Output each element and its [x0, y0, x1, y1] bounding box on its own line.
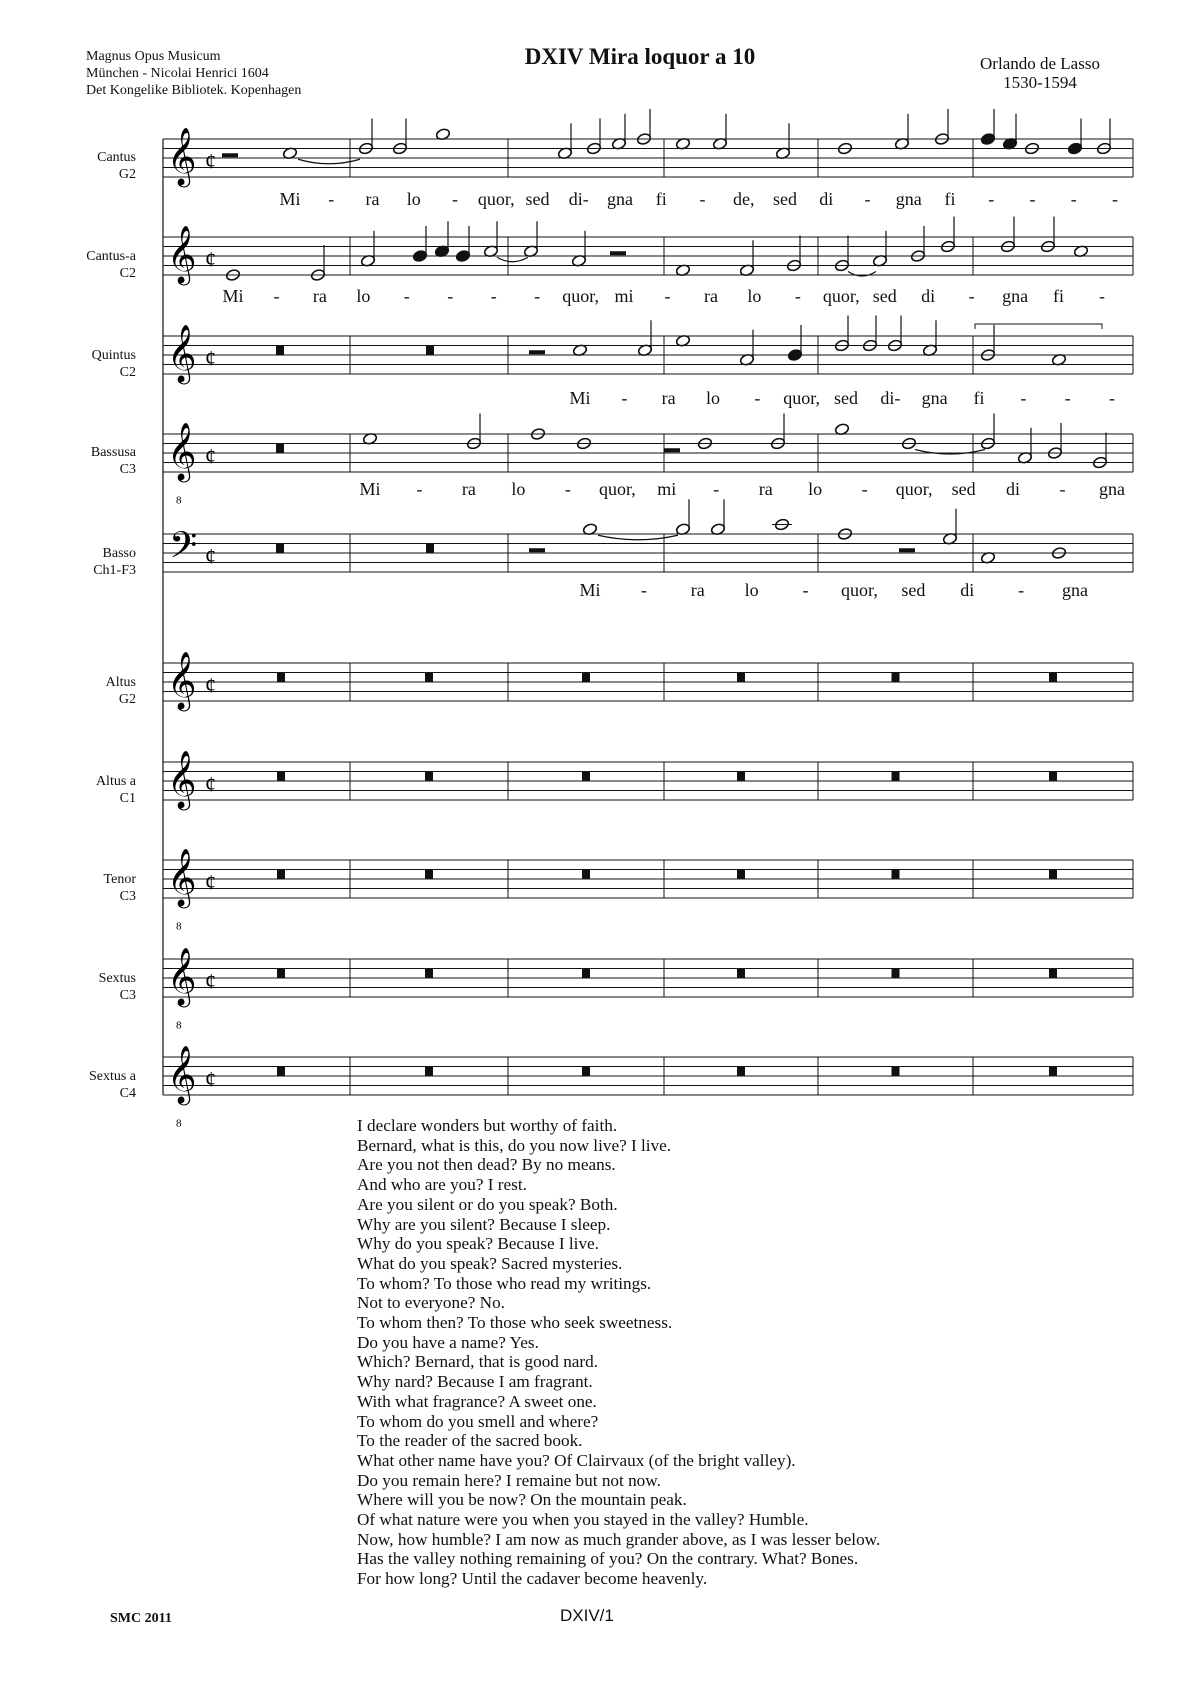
translation-line: Are you silent or do you speak? Both.: [357, 1194, 618, 1214]
lyric-syllable: di: [921, 286, 936, 306]
cut-time-icon: ¢: [205, 246, 216, 272]
translation-line: Do you have a name? Yes.: [357, 1332, 539, 1352]
lyric-syllable: lo: [406, 189, 421, 209]
cut-time-icon: ¢: [205, 771, 216, 797]
lyric-syllable: -: [1059, 479, 1066, 499]
whole-rest: [582, 969, 590, 979]
lyric-syllable: -: [621, 388, 628, 408]
note-head: [980, 132, 995, 145]
lyric-syllable: di: [819, 189, 834, 209]
lyric-syllable: mi: [614, 286, 634, 306]
lyric-syllable: ra: [690, 580, 705, 600]
translation-line: To whom do you smell and where?: [357, 1411, 599, 1431]
lyric-syllable: -: [713, 479, 720, 499]
note-head: [787, 348, 802, 361]
lyric-syllable: gna: [895, 189, 922, 209]
translation-line: Why do you speak? Because I live.: [357, 1234, 599, 1254]
composer-dates: 1530-1594: [1003, 73, 1077, 92]
treble-clef: 𝄞: [167, 1045, 197, 1104]
whole-rest: [582, 870, 590, 880]
piece-title: DXIV Mira loquor a 10: [524, 44, 756, 69]
lyric-syllable: quor,: [477, 189, 515, 209]
translation-text: [357, 1116, 880, 1589]
whole-rest: [892, 870, 900, 880]
lyric-syllable: gna: [921, 388, 948, 408]
translation-line: Are you not then dead? By no means.: [357, 1155, 616, 1175]
lyric-syllable: sed: [872, 286, 897, 306]
translation-line: Not to everyone? No.: [357, 1293, 505, 1313]
lyric-syllable: quor,: [783, 388, 821, 408]
page-number: DXIV/1: [560, 1606, 614, 1625]
cut-time-icon: ¢: [205, 345, 216, 371]
translation-line: What do you speak? Sacred mysteries.: [357, 1253, 623, 1273]
lyric-syllable: -: [1112, 189, 1118, 209]
whole-rest: [276, 444, 284, 454]
lyric-syllable: ra: [703, 286, 718, 306]
lyric-syllable: gna: [607, 189, 633, 209]
lyric-syllable: fi: [944, 189, 956, 209]
lyric-syllable: gna: [1099, 479, 1125, 499]
cut-time-icon: ¢: [205, 672, 216, 698]
footer-credit: SMC 2011: [110, 1611, 172, 1626]
translation-line: To whom then? To those who seek sweetness.: [357, 1313, 673, 1333]
voice-label-cantus: Cantus G2: [97, 150, 136, 182]
voice-label-basso: Basso Ch1-F3: [93, 546, 136, 578]
translation-line: Why nard? Because I am fragrant.: [357, 1372, 593, 1392]
translation-line: To the reader of the sacred book.: [357, 1431, 583, 1451]
cut-time-icon: ¢: [205, 869, 216, 895]
lyric-syllable: fi: [655, 189, 667, 209]
half-rest: [529, 548, 545, 552]
whole-rest: [425, 1067, 433, 1077]
cut-time-icon: ¢: [205, 443, 216, 469]
whole-rest: [425, 969, 433, 979]
tie: [598, 535, 678, 540]
lyric-syllable: gna: [1062, 580, 1088, 600]
treble-clef: 𝄞: [167, 422, 197, 481]
lyric-syllable: ra: [461, 479, 476, 499]
bass-clef: 𝄢: [169, 524, 198, 576]
lyric-syllable: Mi: [222, 286, 244, 306]
lyric-syllable: ra: [365, 189, 380, 209]
lyric-syllable: ra: [661, 388, 676, 408]
lyric-syllable: sed: [773, 189, 797, 209]
whole-rest: [737, 870, 745, 880]
lyric-syllable: sed: [951, 479, 976, 499]
lyric-syllable: quor,: [562, 286, 599, 306]
lyric-syllable: de,: [733, 189, 755, 209]
lyric-syllable: quor,: [895, 479, 933, 499]
lyric-syllable: quor,: [841, 580, 878, 600]
lyric-syllable: -: [699, 189, 706, 209]
whole-rest: [892, 1067, 900, 1077]
translation-line: For how long? Until the cadaver become heavenly.: [357, 1569, 708, 1589]
voice-label-sextus: Sextus C3: [98, 971, 136, 1003]
lyric-syllable: -: [754, 388, 761, 408]
whole-rest: [1049, 870, 1057, 880]
lyric-syllable: Mi: [579, 580, 601, 600]
whole-rest: [737, 673, 745, 683]
lyric-syllable: Mi: [359, 479, 381, 499]
source-line: Magnus Opus Musicum: [86, 49, 221, 64]
translation-line: I declare wonders but worthy of faith.: [357, 1116, 618, 1135]
cut-time-icon: ¢: [205, 968, 216, 994]
whole-rest: [426, 346, 434, 356]
lyric-syllable: -: [988, 189, 995, 209]
whole-rest: [425, 772, 433, 782]
note-head: [412, 249, 427, 262]
lyric-syllable: mi: [657, 479, 677, 499]
lyric-syllable: -: [452, 189, 458, 209]
whole-rest: [277, 1067, 285, 1077]
treble-clef: 𝄞: [167, 848, 197, 907]
treble-clef: 𝄞: [167, 225, 197, 284]
half-rest: [664, 448, 680, 452]
lyric-syllable: -: [1099, 286, 1105, 306]
source-line: Det Kongelike Bibliotek. Kopenhagen: [86, 83, 302, 98]
whole-rest: [737, 772, 745, 782]
voice-label-sextus-a: Sextus a C4: [88, 1069, 136, 1101]
voice-label-altus-a: Altus a C1: [95, 774, 136, 806]
whole-rest: [892, 969, 900, 979]
whole-rest: [425, 870, 433, 880]
treble-clef: 𝄞: [167, 324, 197, 383]
lyric-syllable: -: [403, 286, 410, 306]
half-rest: [529, 350, 545, 354]
whole-rest: [276, 544, 284, 554]
translation-line: What other name have you? Of Clairvaux (of the bright valley).: [357, 1450, 796, 1470]
whole-rest: [582, 673, 590, 683]
translation-line: And who are you? I rest.: [357, 1175, 527, 1195]
translation-line: Where will you be now? On the mountain peak.: [357, 1490, 687, 1510]
whole-rest: [1049, 1067, 1057, 1077]
lyric-syllable: -: [273, 286, 280, 306]
lyric-syllable: -: [416, 479, 423, 499]
lyric-syllable: fi: [973, 388, 985, 408]
cut-time-icon: ¢: [205, 1066, 216, 1092]
lyric-syllable: -: [328, 189, 335, 209]
lyric-syllable: -: [664, 286, 671, 306]
lyric-syllable: ra: [312, 286, 327, 306]
lyric-syllable: -: [534, 286, 541, 306]
lyric-syllable: -: [1029, 189, 1036, 209]
lyric-syllable: sed: [834, 388, 858, 408]
whole-rest: [1049, 673, 1057, 683]
whole-rest: [892, 772, 900, 782]
treble-clef: 𝄞: [167, 750, 197, 809]
tie: [298, 159, 360, 164]
lyric-syllable: quor,: [598, 479, 636, 499]
treble-clef: 𝄞: [167, 127, 197, 186]
lyric-syllable: gna: [1002, 286, 1029, 306]
half-rest: [610, 251, 626, 255]
cut-time-icon: ¢: [205, 148, 216, 174]
lyric-syllable: Mi: [279, 189, 301, 209]
translation-line: Which? Bernard, that is good nard.: [357, 1352, 599, 1372]
lyric-syllable: ra: [758, 479, 773, 499]
lyric-syllable: lo: [808, 479, 823, 499]
octave-mark: 8: [176, 494, 182, 507]
voice-label-altus: Altus G2: [105, 675, 136, 707]
octave-mark: 8: [176, 1019, 182, 1032]
lyric-syllable: di-: [568, 189, 589, 209]
note-head: [455, 249, 470, 262]
half-rest: [222, 153, 238, 157]
lyric-syllable: di-: [880, 388, 901, 408]
lyric-syllable: sed: [525, 189, 550, 209]
lyric-syllable: lo: [511, 479, 526, 499]
lyric-syllable: -: [1064, 388, 1071, 408]
whole-rest: [277, 969, 285, 979]
lyric-syllable: -: [1109, 388, 1115, 408]
whole-rest: [425, 673, 433, 683]
octave-mark: 8: [176, 920, 182, 933]
lyric-syllable: -: [1070, 189, 1077, 209]
source-line: München - Nicolai Henrici 1604: [86, 66, 269, 81]
translation-line: Now, how humble? I am now as much grander above, as I was lesser below.: [357, 1529, 881, 1549]
treble-clef: 𝄞: [167, 947, 197, 1006]
voice-label-bassusa: Bassusa C3: [90, 445, 136, 477]
lyric-syllable: di: [1006, 479, 1021, 499]
lyric-syllable: lo: [705, 388, 721, 408]
translation-line: Has the valley nothing remaining of you? On the contrary. What? Bones.: [357, 1549, 859, 1569]
lyric-syllable: -: [864, 189, 871, 209]
whole-rest: [276, 346, 284, 356]
lyric-syllable: -: [794, 286, 801, 306]
whole-rest: [1049, 969, 1057, 979]
voice-label-tenor: Tenor C3: [103, 872, 136, 904]
lyric-syllable: quor,: [822, 286, 860, 306]
note-head: [1067, 142, 1082, 155]
whole-rest: [892, 673, 900, 683]
translation-line: Of what nature were you when you stayed in the valley? Humble.: [357, 1510, 809, 1530]
lyric-syllable: di: [960, 580, 975, 600]
translation-line: To whom? To those who read my writings.: [357, 1273, 652, 1293]
cut-time-icon: ¢: [205, 543, 216, 569]
whole-rest: [737, 969, 745, 979]
lyric-syllable: -: [447, 286, 454, 306]
lyric-syllable: sed: [901, 580, 926, 600]
lyric-syllable: -: [490, 286, 497, 306]
lyric-syllable: -: [802, 580, 809, 600]
lyric-syllable: -: [640, 580, 647, 600]
whole-rest: [277, 772, 285, 782]
lyric-syllable: lo: [356, 286, 371, 306]
whole-rest: [277, 870, 285, 880]
lyric-syllable: -: [861, 479, 868, 499]
tie: [497, 257, 528, 262]
lyric-syllable: -: [1020, 388, 1027, 408]
lyric-syllable: -: [564, 479, 571, 499]
lyric-syllable: lo: [744, 580, 759, 600]
whole-rest: [426, 544, 434, 554]
whole-rest: [582, 772, 590, 782]
composer-name: Orlando de Lasso: [980, 54, 1100, 73]
lyric-syllable: fi: [1053, 286, 1065, 306]
translation-line: Why are you silent? Because I sleep.: [357, 1214, 611, 1234]
whole-rest: [277, 673, 285, 683]
voice-label-quintus: Quintus C2: [91, 348, 136, 380]
half-rest: [899, 548, 915, 552]
translation-line: Bernard, what is this, do you now live? I live.: [357, 1135, 672, 1155]
treble-clef: 𝄞: [167, 651, 197, 710]
whole-rest: [737, 1067, 745, 1077]
whole-rest: [1049, 772, 1057, 782]
lyric-syllable: lo: [747, 286, 762, 306]
octave-mark: 8: [176, 1117, 182, 1130]
whole-rest: [582, 1067, 590, 1077]
lyric-syllable: Mi: [569, 388, 591, 408]
lyric-syllable: -: [1018, 580, 1025, 600]
lyric-syllable: -: [968, 286, 975, 306]
translation-line: With what fragrance? A sweet one.: [357, 1391, 597, 1411]
translation-line: Do you remain here? I remaine but not now.: [357, 1470, 661, 1490]
voice-label-cantus-a: Cantus-a C2: [86, 249, 136, 281]
